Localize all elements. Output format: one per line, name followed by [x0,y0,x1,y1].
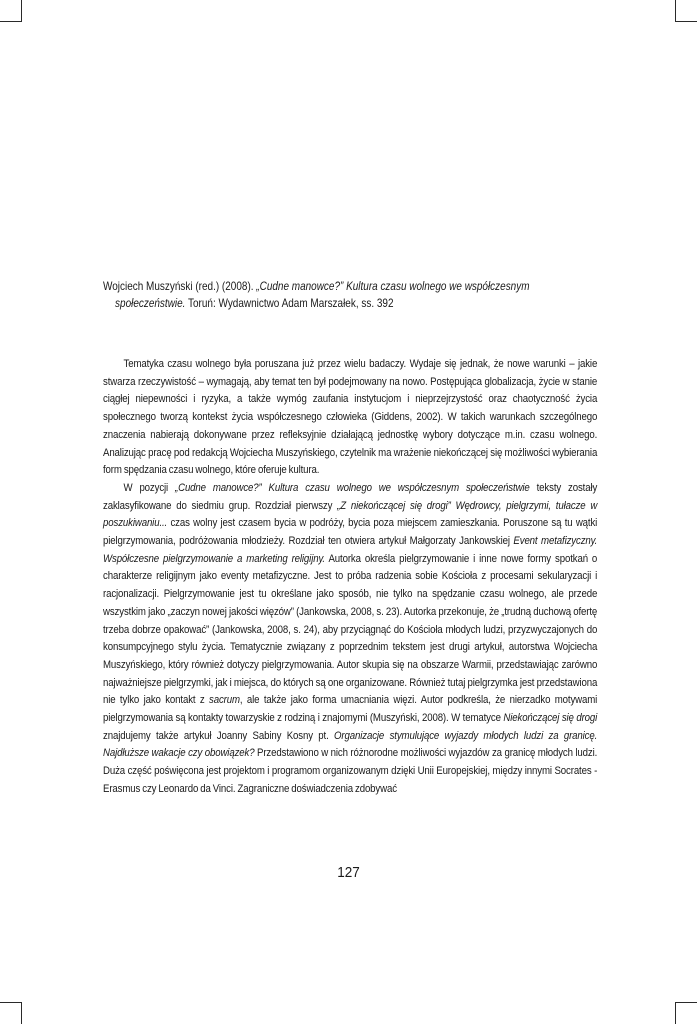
citation-title-end: społeczeństwie. [115,297,186,310]
citation-author: Wojciech Muszyński (red.) (2008). [103,280,257,293]
p2-text-c: teksty zostały zaklasyfikowane do siedmiu grup. Rozdział pierwszy [103,481,598,512]
crop-mark-bottom-right [675,1002,676,1024]
review-body [103,356,597,799]
paragraph-1: Tematyka czasu wolnego była poruszana już przez wielu badaczy. Wydaje się jednak, że nowe warunki – jakie stwarza rzeczywistość – wymagają, aby temat ten był podejmowany na nowo. Postępująca globalizacja, życie w stanie ciągłej niepewności i ryzyka, a także wymóg zaufania instytucjom i nieprzejrzystość oraz chaotyczność życia społecznego tworzą kontekst życia współczesnego człowieka (Giddens, 2002). W takich warunkach szczególnego znaczenia nabierają dokonywane przez refleksyjnie działającą jednostkę wybory dotyczące m.in. czasu wolnego. Analizując pracę pod redakcją Wojciecha Muszyńskiego, czytelnik ma wrażenie niekończącej się możliwości wybierania form spędzania czasu wolnego, które oferuje kultura. [103,358,598,477]
p2-article-title-2: Organizacje stymulujące wyjazdy młodych ludzi za granicę. Najdłuższe wakacje czy obowiązek? [103,729,598,760]
p2-text-k: znajdujemy także artykuł Joanny Sabiny Kosny pt. [103,729,335,742]
page-number: 127 [337,864,360,881]
citation-title: „Cudne manowce?” Kultura czasu wolnego we współczesnym [256,280,530,293]
citation-line-2 [103,295,593,312]
paragraph-2 [103,480,597,799]
crop-mark-top-left-h [0,21,22,22]
p2-section-title: Niekończącej się drogi [503,712,598,725]
crop-mark-top-right [675,0,676,22]
crop-mark-bottom-left [21,1002,22,1024]
p2-text-a: W pozycji [123,481,176,494]
p2-book-title: „Cudne manowce?” Kultura czasu wolnego we współczesnym społeczeństwie [175,481,530,494]
p2-article-title: Event metafizyczny. Współczesne pielgrzymowanie a marketing religijny. [103,535,598,565]
crop-mark-top-right-h [675,21,697,22]
p2-text-i: , ale także jako forma umacniania więzi. Autor podkreśla, że nierzadko motywami pielgrzymowania są kontakty towarzyskie z rodziną i znajomymi (Muszyński, 2008). W tematyce [103,694,598,725]
crop-mark-bottom-left-h [0,1002,22,1003]
review-body-inner [103,356,597,799]
p2-sacrum: sacrum [209,694,240,707]
p2-chapter-title: „Z niekończącej się drogi” Wędrowcy, pielgrzymi, tułacze w poszukiwaniu... [103,499,598,530]
citation-publisher: Toruń: Wydawnictwo Adam Marszałek, ss. 392 [185,297,394,310]
p2-text-e: czas wolny jest czasem bycia w podróży, bycia poza miejscem zamieszkania. Poruszone są tu wątki pielgrzymowania, podróżowania młodzieży. Rozdział ten otwiera artykuł Małgorzaty Jankowskiej [103,517,598,548]
crop-mark-top-left [21,0,22,22]
p2-text-m: Przedstawiono w nich różnorodne możliwości wyjazdów za granicę młodych ludzi. Duża część poświęcona jest projektom i programom organizowanym dzięki Unii Europejskiej, między innymi Socrates - Erasmus czy Leonardo da Vinci. Zagraniczne doświadczenia zdobywać [103,747,598,795]
book-citation [103,278,593,312]
crop-mark-bottom-right-h [675,1002,697,1003]
p2-text-g: Autorka określa pielgrzymowanie i inne nowe formy spotkań o charakterze religijnym jako eventy metafizyczne. Jest to próba radzenia sobie Kościoła z procesami sekularyzacji i racjonalizacji. Pielgrzymowanie jest tu określane jako sposób, nie tylko na spędzanie czasu wolnego, ale przede wszystkim jako „zaczyn nowej jakości więzów” (Jankowska, 2008, s. 23). Autorka przekonuje, że „trudną duchową ofertę trzeba dobrze opakować” (Jankowska, 2008, s. 24), aby przyciągnąć do Kościoła młodych ludzi, przyzwyczajonych do konsumpcyjnego stylu życia. Tematycznie związany z poprzednim tekstem jest drugi artykuł, autorstwa Wojciecha Muszyńskiego, który również dotyczy pielgrzymowania. Autor skupia się na obszarze Warmii, przedstawiając zarówno najważniejsze pielgrzymki, jak i miejsca, do których są one organizowane. Również tutaj pielgrzymka jest przedstawiona nie tylko jako kontakt z [103,552,598,707]
